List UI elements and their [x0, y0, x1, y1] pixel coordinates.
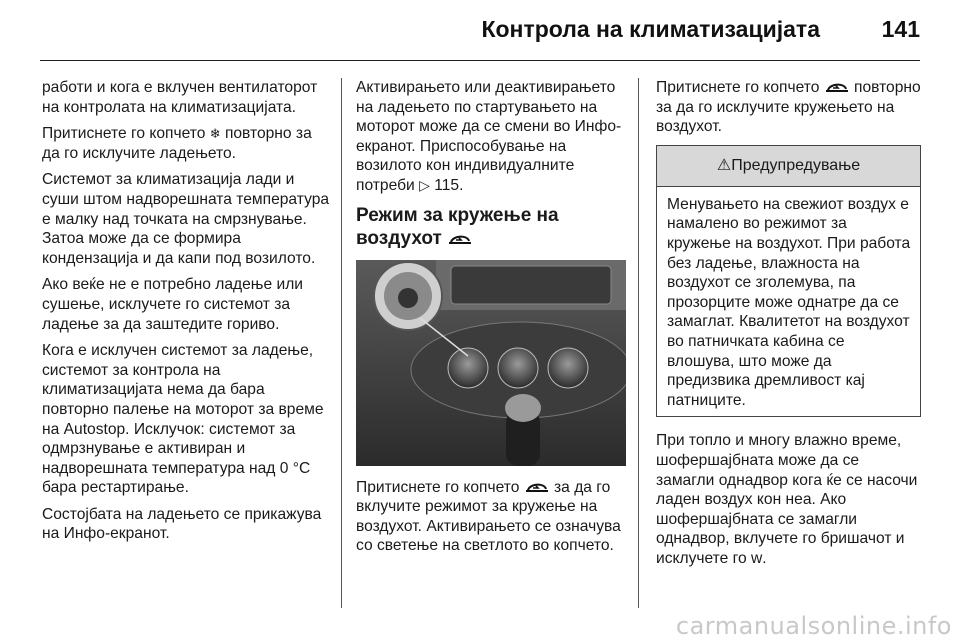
- climate-control-photo: [356, 260, 626, 466]
- column-3: [656, 78, 921, 575]
- section-heading: Режим за кружење на воздухот: [356, 204, 559, 249]
- snowflake-icon: ❄: [209, 126, 221, 142]
- paragraph: Притиснете го копчето за да го вклучите режимот за кружење на воздухот. Активирањето се означува со светење на светлото во копчето.: [356, 478, 621, 555]
- warning-title: Предупредување: [731, 156, 861, 174]
- warning-icon: ⚠: [716, 156, 732, 174]
- recirculation-icon: [824, 80, 850, 94]
- column-1: [42, 78, 330, 551]
- recirculation-icon: [447, 232, 473, 246]
- column-divider-1: [341, 78, 342, 608]
- paragraph: Системот за климатизација лади и суши штом надворешната температура е малку над точката на смрзнување. Затоа може да се формира кондензација и да капи под возилото.: [42, 171, 330, 267]
- column-divider-2: [638, 78, 639, 608]
- paragraph: Активирањето или деактивирањето на ладењето по стартувањето на моторот може да се смени во Инфо-екранот. Приспособување на возилото кон индивидуалните потреби ▷ 115.: [356, 79, 622, 194]
- warning-box: [656, 145, 921, 418]
- warning-text: Менувањето на свежиот воздух е намалено во режимот за кружење на воздухот. При работа без ладење, влажноста на воздухот се зголемува, па прозорците може однатре да се замаглат. Квалитетот на воздухот во патничката кабина се влошува, што може да предизвика дремливост кај патниците.: [667, 195, 911, 409]
- paragraph: Притиснете го копчето ❄ повторно за да го исклучите ладењето.: [42, 125, 312, 162]
- page-title: Контрола на климатизацијата: [481, 16, 820, 42]
- paragraph: Ако веќе не е потребно ладење или сушење, исклучете го системот за ладење за да заштедите гориво.: [42, 276, 304, 333]
- paragraph: работи и кога е вклучен вентилаторот на контролата на климатизацијата.: [42, 79, 318, 116]
- paragraph: Кога е исклучен системот за ладење, системот за контрола на климатизацијата нема да бара повторно палење на моторот за време на Autostop. Исклучок: системот за одмрзнување е активиран и надворешната температура над 0 °C бара рестартирање.: [42, 342, 324, 497]
- watermark: carmanualsonline.info: [675, 612, 952, 640]
- column-2: [356, 78, 626, 563]
- warning-header: [657, 146, 920, 187]
- page-reference-icon: ▷: [419, 176, 430, 193]
- paragraph: Притиснете го копчето повторно за да го исклучите кружењето на воздухот.: [656, 79, 921, 136]
- paragraph: При топло и многу влажно време, шофершајбната може да се замагли однадвор кога ќе се насочи ладен воздух кон неа. Ако шофершајбната се замагли однадвор, вклучете го бришачот и исклучете го ᴡ.: [656, 432, 918, 567]
- page-reference: 115: [434, 176, 460, 194]
- wiper-icon: ᴡ: [751, 549, 763, 567]
- header-divider: [40, 60, 920, 61]
- page-number: 141: [881, 16, 920, 42]
- paragraph: Состојбата на ладењето се прикажува на Инфо-екранот.: [42, 505, 322, 543]
- page-header: [0, 0, 960, 62]
- recirculation-icon: [524, 480, 550, 494]
